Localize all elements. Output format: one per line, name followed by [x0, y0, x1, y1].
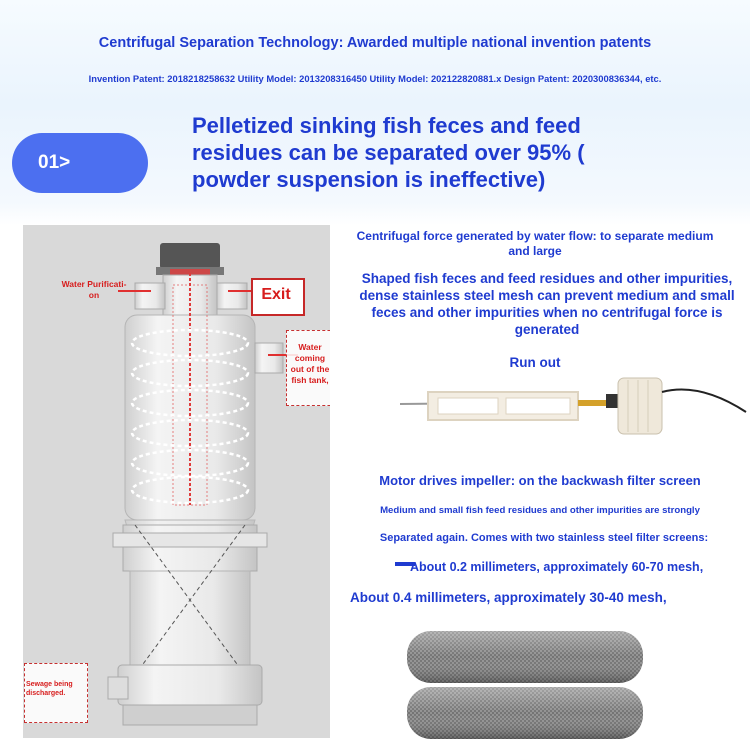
sewage-label: Sewage being discharged.: [26, 681, 73, 697]
mesh-04-text: About 0.4 millimeters, approximately 30-40 mesh,: [350, 590, 667, 605]
mesh-02-text: About 0.2 millimeters, approximately 60-70 mesh,: [410, 560, 704, 574]
medium-small-text: Medium and small fish feed residues and other impurities are strongly: [380, 505, 700, 516]
outlet-pipe: [217, 283, 247, 309]
top-cap: [160, 243, 220, 269]
section-number-badge: 01>: [12, 133, 148, 193]
centrifugal-force-text: Centrifugal force generated by water flow: to separate medium and large: [356, 229, 714, 258]
section-headline: Pelletized sinking fish feces and feed residues can be separated over 95% ( powder suspension is ineffective): [192, 113, 585, 192]
shaped-feces-text: Shaped fish feces and feed residues and other impurities, dense stainless steel mesh can prevent medium and small feces and other impurities when no centrifugal force is generated: [359, 271, 735, 337]
filter-screens-photo: [405, 625, 645, 745]
separated-again-text: Separated again. Comes with two stainless steel filter screens:: [379, 532, 709, 544]
run-out-text: Run out: [509, 355, 561, 370]
water-in-label: Water coming out of the fish tank,: [290, 342, 330, 385]
patent-numbers: Invention Patent: 2018218258632 Utility Model: 2013208316450 Utility Model: 202122820881.x Design Patent: 2020300836344, etc.: [88, 73, 662, 84]
water-purification-label: Water Purificati- on: [61, 279, 127, 300]
base: [118, 665, 262, 705]
motor-cap-photo: [600, 372, 750, 442]
motor-text: Motor drives impeller: on the backwash filter screen: [379, 473, 701, 488]
impeller-rod-photo: [398, 378, 608, 434]
page-title: Centrifugal Separation Technology: Awarded multiple national invention patents: [98, 35, 652, 51]
exit-label: Exit: [261, 286, 291, 303]
filter-diagram: [23, 225, 330, 738]
inlet-pipe: [135, 283, 165, 309]
